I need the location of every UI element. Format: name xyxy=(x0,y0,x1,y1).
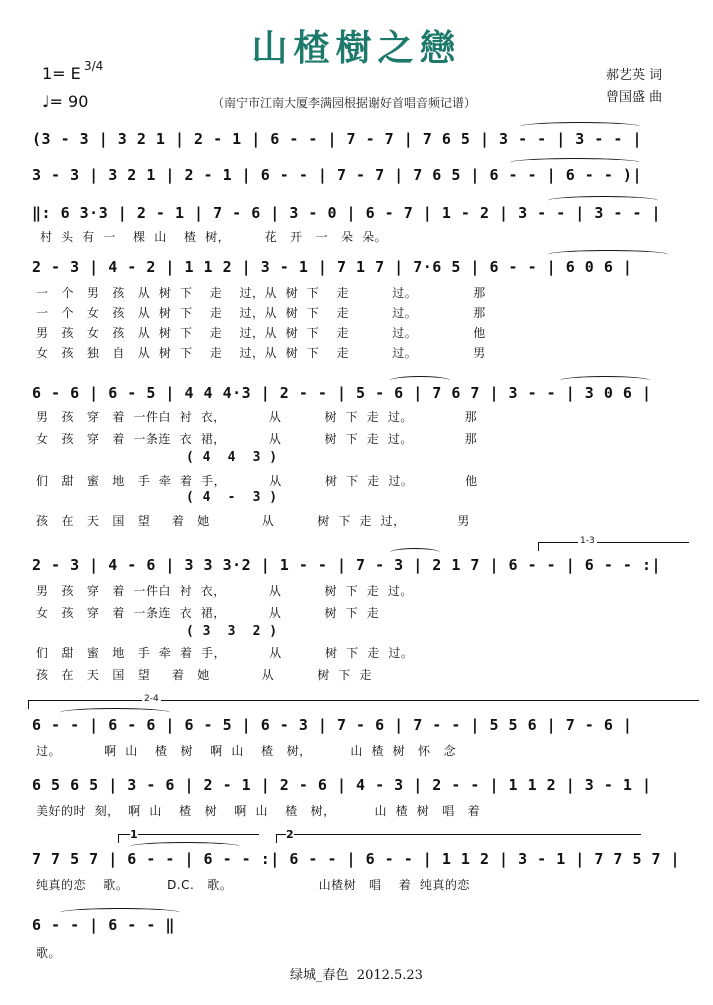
notation-line-1: (3 - 3 | 3 2 1 | 2 - 1 | 6 - - | 7 - 7 | 7 6 5 | 3 - - | 3 - - | xyxy=(32,130,642,148)
song-title: 山楂樹之戀 xyxy=(251,27,462,69)
volta-label: 1-3 xyxy=(580,536,595,546)
lyricist-credit: 郝艺英 词 xyxy=(606,68,663,83)
notation-line-6: 2 - 3 | 4 - 6 | 3 3 3·2 | 1 - - | 7 - 3 | 2 1 7 | 6 - - | 6 - - :| xyxy=(32,556,662,574)
notation-line-5: 6 - 6 | 6 - 5 | 4 4 4·3 | 2 - - | 5 - 6 | 7 6 7 | 3 - - | 3 0 6 | xyxy=(32,384,652,402)
alt-notes: ( 4 4 3 ) xyxy=(186,450,278,465)
notation-line-3: ‖: 6 3·3 | 2 - 1 | 7 - 6 | 3 - 0 | 6 - 7 | 1 - 2 | 3 - - | 3 - - | xyxy=(32,204,662,222)
slur xyxy=(390,548,440,557)
lyric-line: 们 甜 蜜 地 手 牵 着 手， 从 树 下 走 过。 xyxy=(36,646,414,660)
slur xyxy=(130,842,240,851)
lyric-line: 们 甜 蜜 地 手 牵 着 手， 从 树 下 走 过。 他 xyxy=(36,474,478,488)
slur xyxy=(510,158,640,167)
slur xyxy=(548,250,668,259)
key-signature: 1= E xyxy=(42,64,81,83)
volta-label: 2-4 xyxy=(144,694,159,704)
lyric-line: 女 孩 独 自 从 树 下 走 过，从 树 下 走 过。 男 xyxy=(36,346,486,360)
lyric-line: 女 孩 穿 着 一条连 衣 裙， 从 树 下 走 过。 那 xyxy=(36,432,478,446)
slur xyxy=(520,122,640,131)
slur xyxy=(560,376,650,385)
slur xyxy=(60,708,170,717)
alt-notes: ( 4 - 3 ) xyxy=(186,490,278,505)
notation-line-7: 6 - - | 6 - 6 | 6 - 5 | 6 - 3 | 7 - 6 | 7 - - | 5 5 6 | 7 - 6 | xyxy=(32,716,633,734)
transcription-note: （南宁市江南大厦李满园根据谢好首唱音频记谱） xyxy=(212,96,477,110)
lyric-line: 孩 在 天 国 望 着 她 从 树 下 走 xyxy=(36,668,372,682)
lyric-line: 男 孩 穿 着 一件白 衬 衣， 从 树 下 走 过。 那 xyxy=(36,410,478,424)
lyric-line: 孩 在 天 国 望 着 她 从 树 下 走 过， 男 xyxy=(36,514,470,528)
notation-line-9: 7 7 5 7 | 6 - - | 6 - - :| 6 - - | 6 - - | 1 1 2 | 3 - 1 | 7 7 5 7 | xyxy=(32,850,681,868)
footer-signature: 绿城_春色 2012.5.23 xyxy=(290,968,423,983)
lyric-line: 歌。 xyxy=(36,946,62,960)
volta-bracket xyxy=(538,542,689,551)
slur xyxy=(548,196,658,205)
second-ending-bracket xyxy=(276,834,641,843)
lyric-line: 女 孩 穿 着 一条连 衣 裙， 从 树 下 走 xyxy=(36,606,380,620)
slur xyxy=(390,376,450,385)
volta-bracket xyxy=(28,700,699,709)
alt-notes: ( 3 3 2 ) xyxy=(186,624,278,639)
lyric-line: 一 个 男 孩 从 树 下 走 过，从 树 下 走 过。 那 xyxy=(36,286,486,300)
lyric-line: 村 头 有 一 棵 山 楂 树， 花 开 一 朵 朵。 xyxy=(40,230,388,244)
notation-line-2: 3 - 3 | 3 2 1 | 2 - 1 | 6 - - | 7 - 7 | 7 6 5 | 6 - - | 6 - - )| xyxy=(32,166,642,184)
lyric-line: 美好的时 刻， 啊 山 楂 树 啊 山 楂 树， 山 楂 树 唱 着 xyxy=(36,804,481,818)
first-ending-bracket xyxy=(118,834,259,843)
notation-line-8: 6 5 6 5 | 3 - 6 | 2 - 1 | 2 - 6 | 4 - 3 | 2 - - | 1 1 2 | 3 - 1 | xyxy=(32,776,652,794)
composer-credit: 曾国盛 曲 xyxy=(606,90,663,105)
lyric-line: 男 孩 女 孩 从 树 下 走 过，从 树 下 走 过。 他 xyxy=(36,326,486,340)
notation-line-10: 6 - - | 6 - - ‖ xyxy=(32,916,175,934)
lyric-line: 过。 啊 山 楂 树 啊 山 楂 树， 山 楂 树 怀 念 xyxy=(36,744,457,758)
first-ending-label: 1 xyxy=(130,828,138,841)
time-signature: 3/4 xyxy=(84,59,104,73)
second-ending-label: 2 xyxy=(286,828,294,841)
slur xyxy=(60,908,180,917)
lyric-line: 一 个 女 孩 从 树 下 走 过，从 树 下 走 过。 那 xyxy=(36,306,486,320)
lyric-line: 男 孩 穿 着 一件白 衬 衣， 从 树 下 走 过。 xyxy=(36,584,413,598)
lyric-line: 纯真的恋 歌。 D.C. 歌。 山楂树 唱 着 纯真的恋 xyxy=(36,878,470,892)
notation-line-4: 2 - 3 | 4 - 2 | 1 1 2 | 3 - 1 | 7 1 7 | 7·6 5 | 6 - - | 6 0 6 | xyxy=(32,258,633,276)
tempo-marking: ♩= 90 xyxy=(42,92,89,111)
